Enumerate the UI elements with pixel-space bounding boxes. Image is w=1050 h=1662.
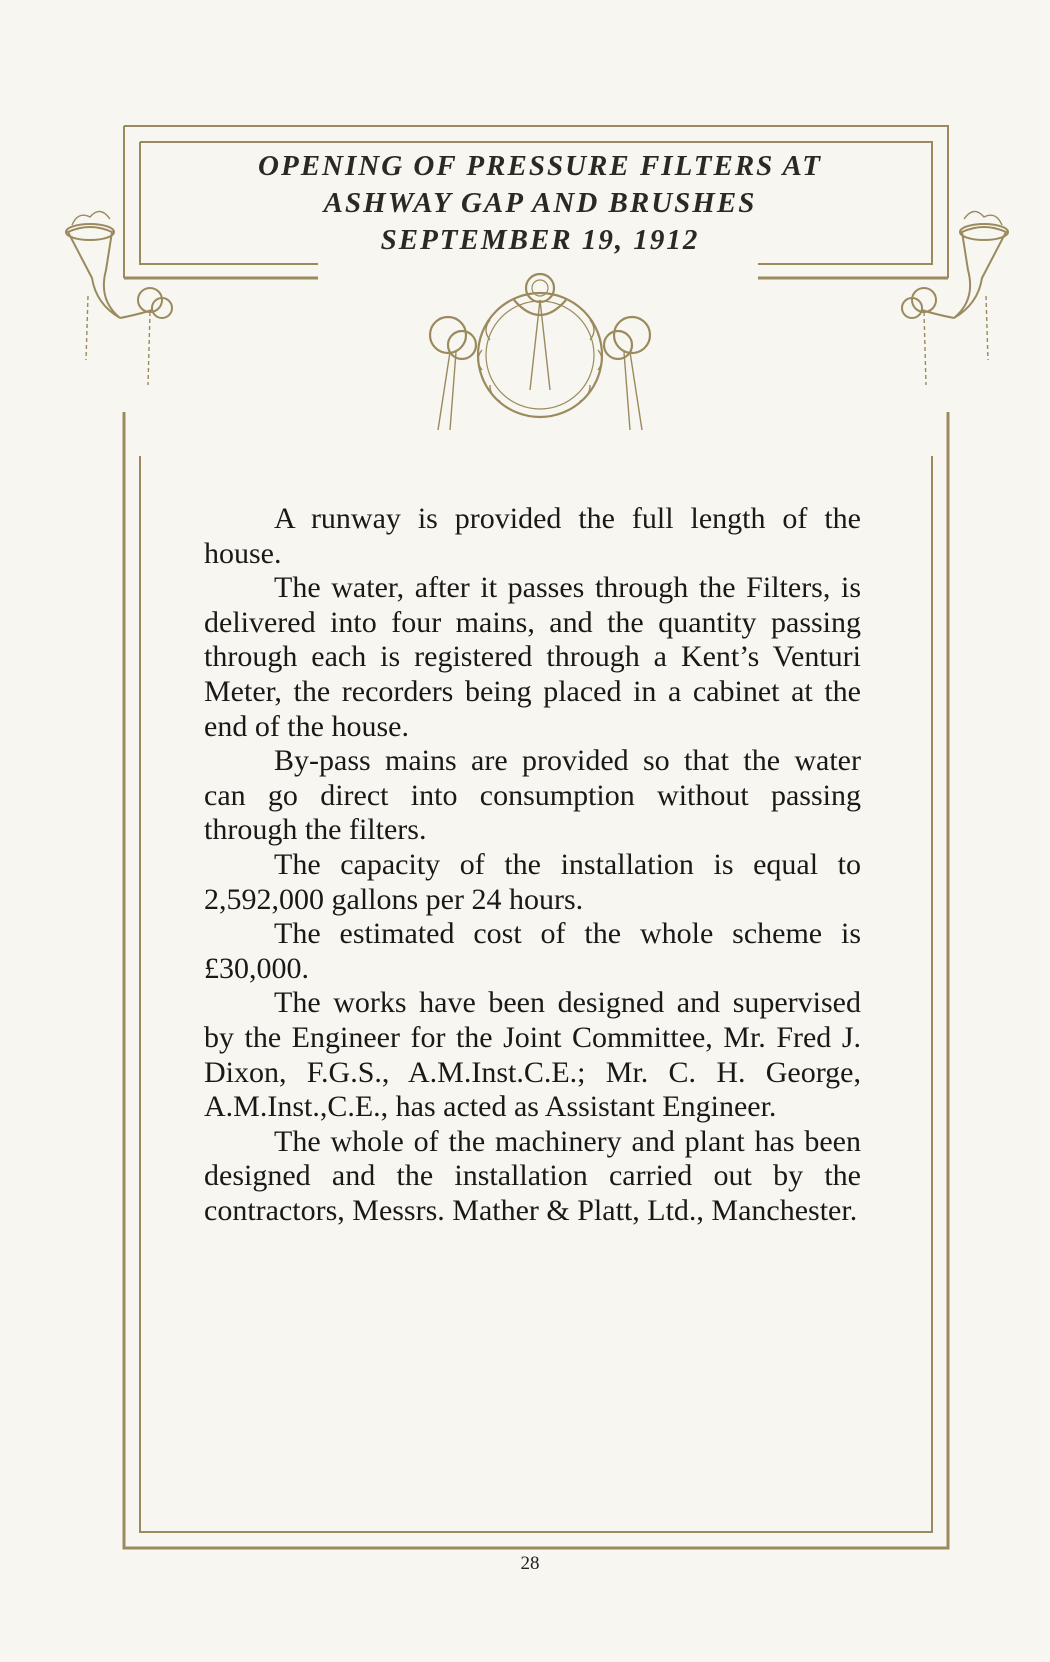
paragraph-cost: The estimated cost of the whole scheme is £30,000. xyxy=(204,917,861,985)
title-line-1: OPENING OF PRESSURE FILTERS AT xyxy=(258,150,822,182)
page-number: 28 xyxy=(520,1553,540,1574)
paragraph-capacity: The capacity of the installation is equal to 2,592,000 gallons per 24 hours. xyxy=(204,847,861,916)
paragraph-contractors: The whole of the machinery and plant has been designed and the installation carried out by the contractors, Messrs. Mather & Platt, Ltd., Manchester. xyxy=(204,1124,861,1227)
page-title xyxy=(150,148,930,259)
title-line-2: ASHWAY GAP AND BRUSHES xyxy=(323,187,757,219)
paragraph-engineers: The works have been designed and supervised by the Engineer for the Joint Committee, Mr. Fred J. Dixon, F.G.S., A.M.Inst.C.E.; Mr. C. H. George, A.M.Inst.,C.E., has acted as Assistant Engineer. xyxy=(204,986,861,1124)
paragraph-runway: A runway is provided the full length of the house. xyxy=(204,502,861,570)
body-text xyxy=(204,502,861,1228)
paragraph-bypass: By-pass mains are provided so that the water can go direct into consumption without passing through the filters. xyxy=(204,744,861,847)
paragraph-water: The water, after it passes through the Filters, is delivered into four mains, and the quantity passing through each is registered through a Kent’s Venturi Meter, the recorders being placed in a cabinet at the end of the house. xyxy=(204,571,861,743)
wreath-ornament-icon xyxy=(430,274,650,430)
title-line-3: SEPTEMBER 19, 1912 xyxy=(380,224,700,256)
